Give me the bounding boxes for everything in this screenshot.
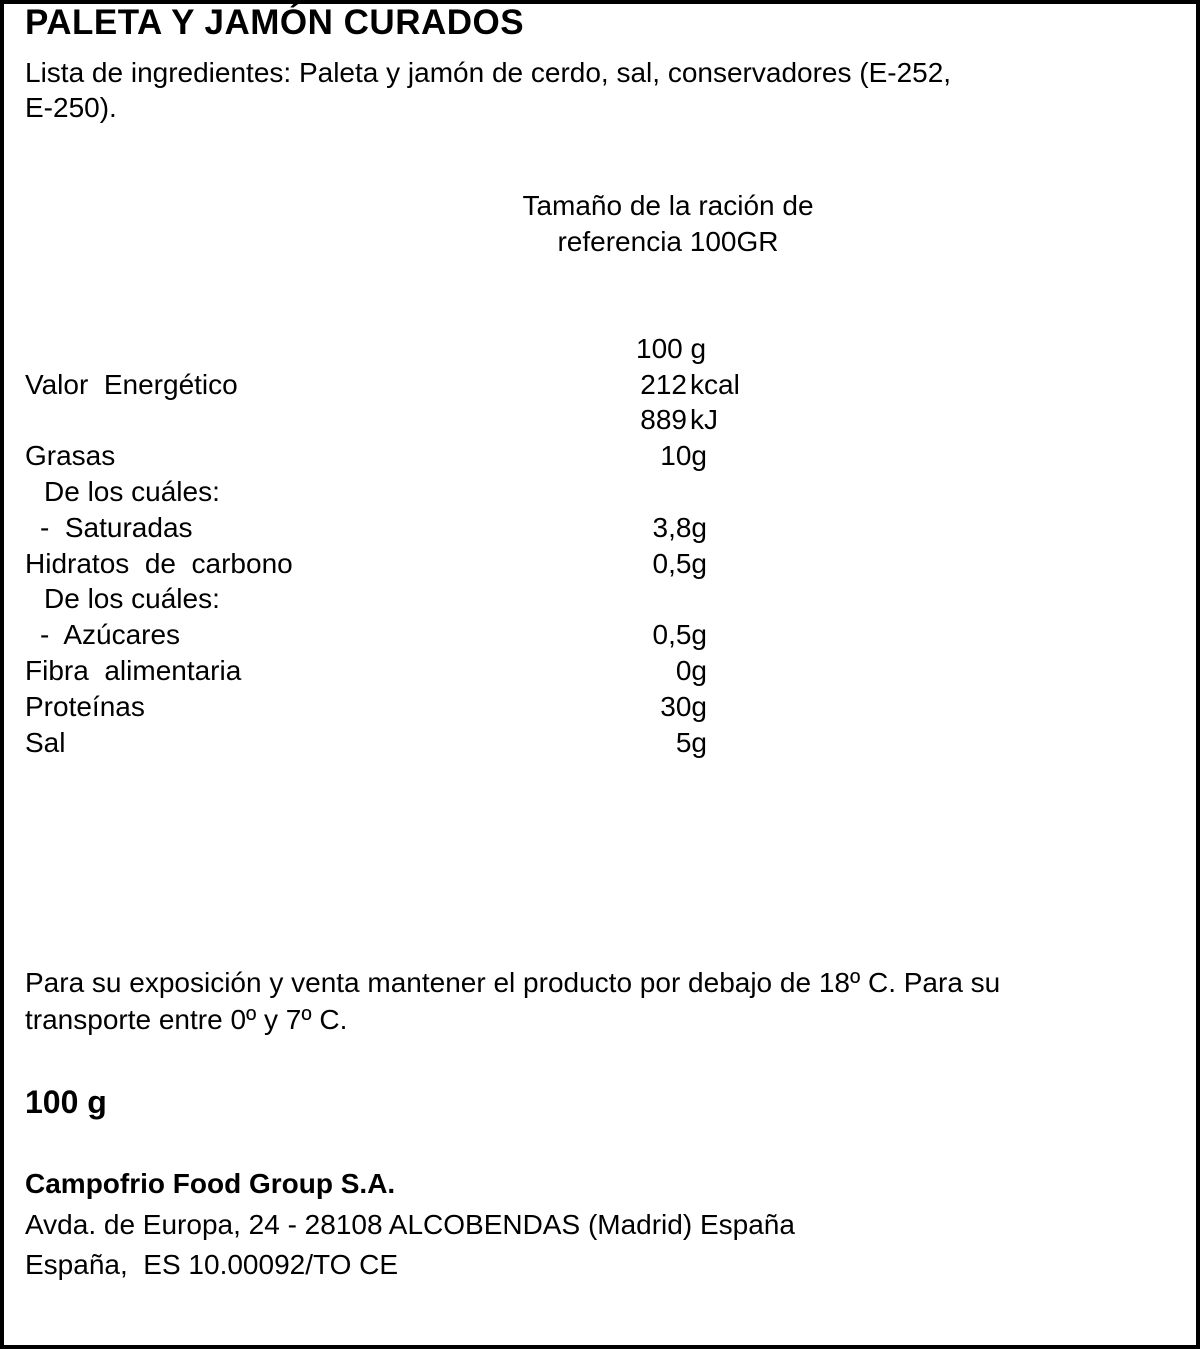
nutrient-value: 3,8g xyxy=(652,512,707,543)
nutrient-value: 0,5g xyxy=(652,619,707,650)
energy-kcal-unit: kcal xyxy=(690,369,740,400)
company-name: Campofrio Food Group S.A. xyxy=(25,1168,396,1199)
nutrient-sublabel: De los cuáles: xyxy=(44,476,220,507)
storage-line-2: transporte entre 0º y 7º C. xyxy=(25,1004,348,1035)
nutrient-label: - Saturadas xyxy=(40,512,193,543)
nutrient-value: 5g xyxy=(675,727,707,758)
energy-kj-unit: kJ xyxy=(690,404,718,435)
nutrient-value: 0,5g xyxy=(652,548,707,579)
energy-label: Valor Energético xyxy=(25,369,238,400)
nutrient-label: Sal xyxy=(25,727,66,758)
nutrient-value: 0g xyxy=(675,655,707,686)
nutrition-column-header: 100 g xyxy=(636,333,707,364)
serving-size-line-2: referencia 100GR xyxy=(557,226,779,257)
product-title: PALETA Y JAMÓN CURADOS xyxy=(25,3,525,42)
company-address: Avda. de Europa, 24 - 28108 ALCOBENDAS (Madrid) España xyxy=(25,1209,795,1240)
serving-size-line-1: Tamaño de la ración de xyxy=(522,190,814,221)
ingredients-line-2: E-250). xyxy=(25,92,117,123)
nutrient-label: Hidratos de carbono xyxy=(25,548,293,579)
serving-size xyxy=(468,188,868,260)
ingredients-line-1: Lista de ingredientes: Paleta y jamón de cerdo, sal, conservadores (E-252, xyxy=(25,57,952,88)
storage-line-1: Para su exposición y venta mantener el producto por debajo de 18º C. Para su xyxy=(25,967,1001,998)
net-weight: 100 g xyxy=(25,1084,107,1120)
energy-kcal-value: 212 xyxy=(640,369,687,400)
nutrient-label: Grasas xyxy=(25,440,116,471)
nutrient-sublabel: De los cuáles: xyxy=(44,583,220,614)
company-registry: España, ES 10.00092/TO CE xyxy=(25,1249,399,1280)
nutrient-value: 30g xyxy=(660,691,707,722)
nutrient-label: Fibra alimentaria xyxy=(25,655,242,686)
nutrient-label: Proteínas xyxy=(25,691,145,722)
energy-kj-value: 889 xyxy=(640,404,687,435)
nutrient-value: 10g xyxy=(660,440,707,471)
nutrient-label: - Azúcares xyxy=(40,619,181,650)
